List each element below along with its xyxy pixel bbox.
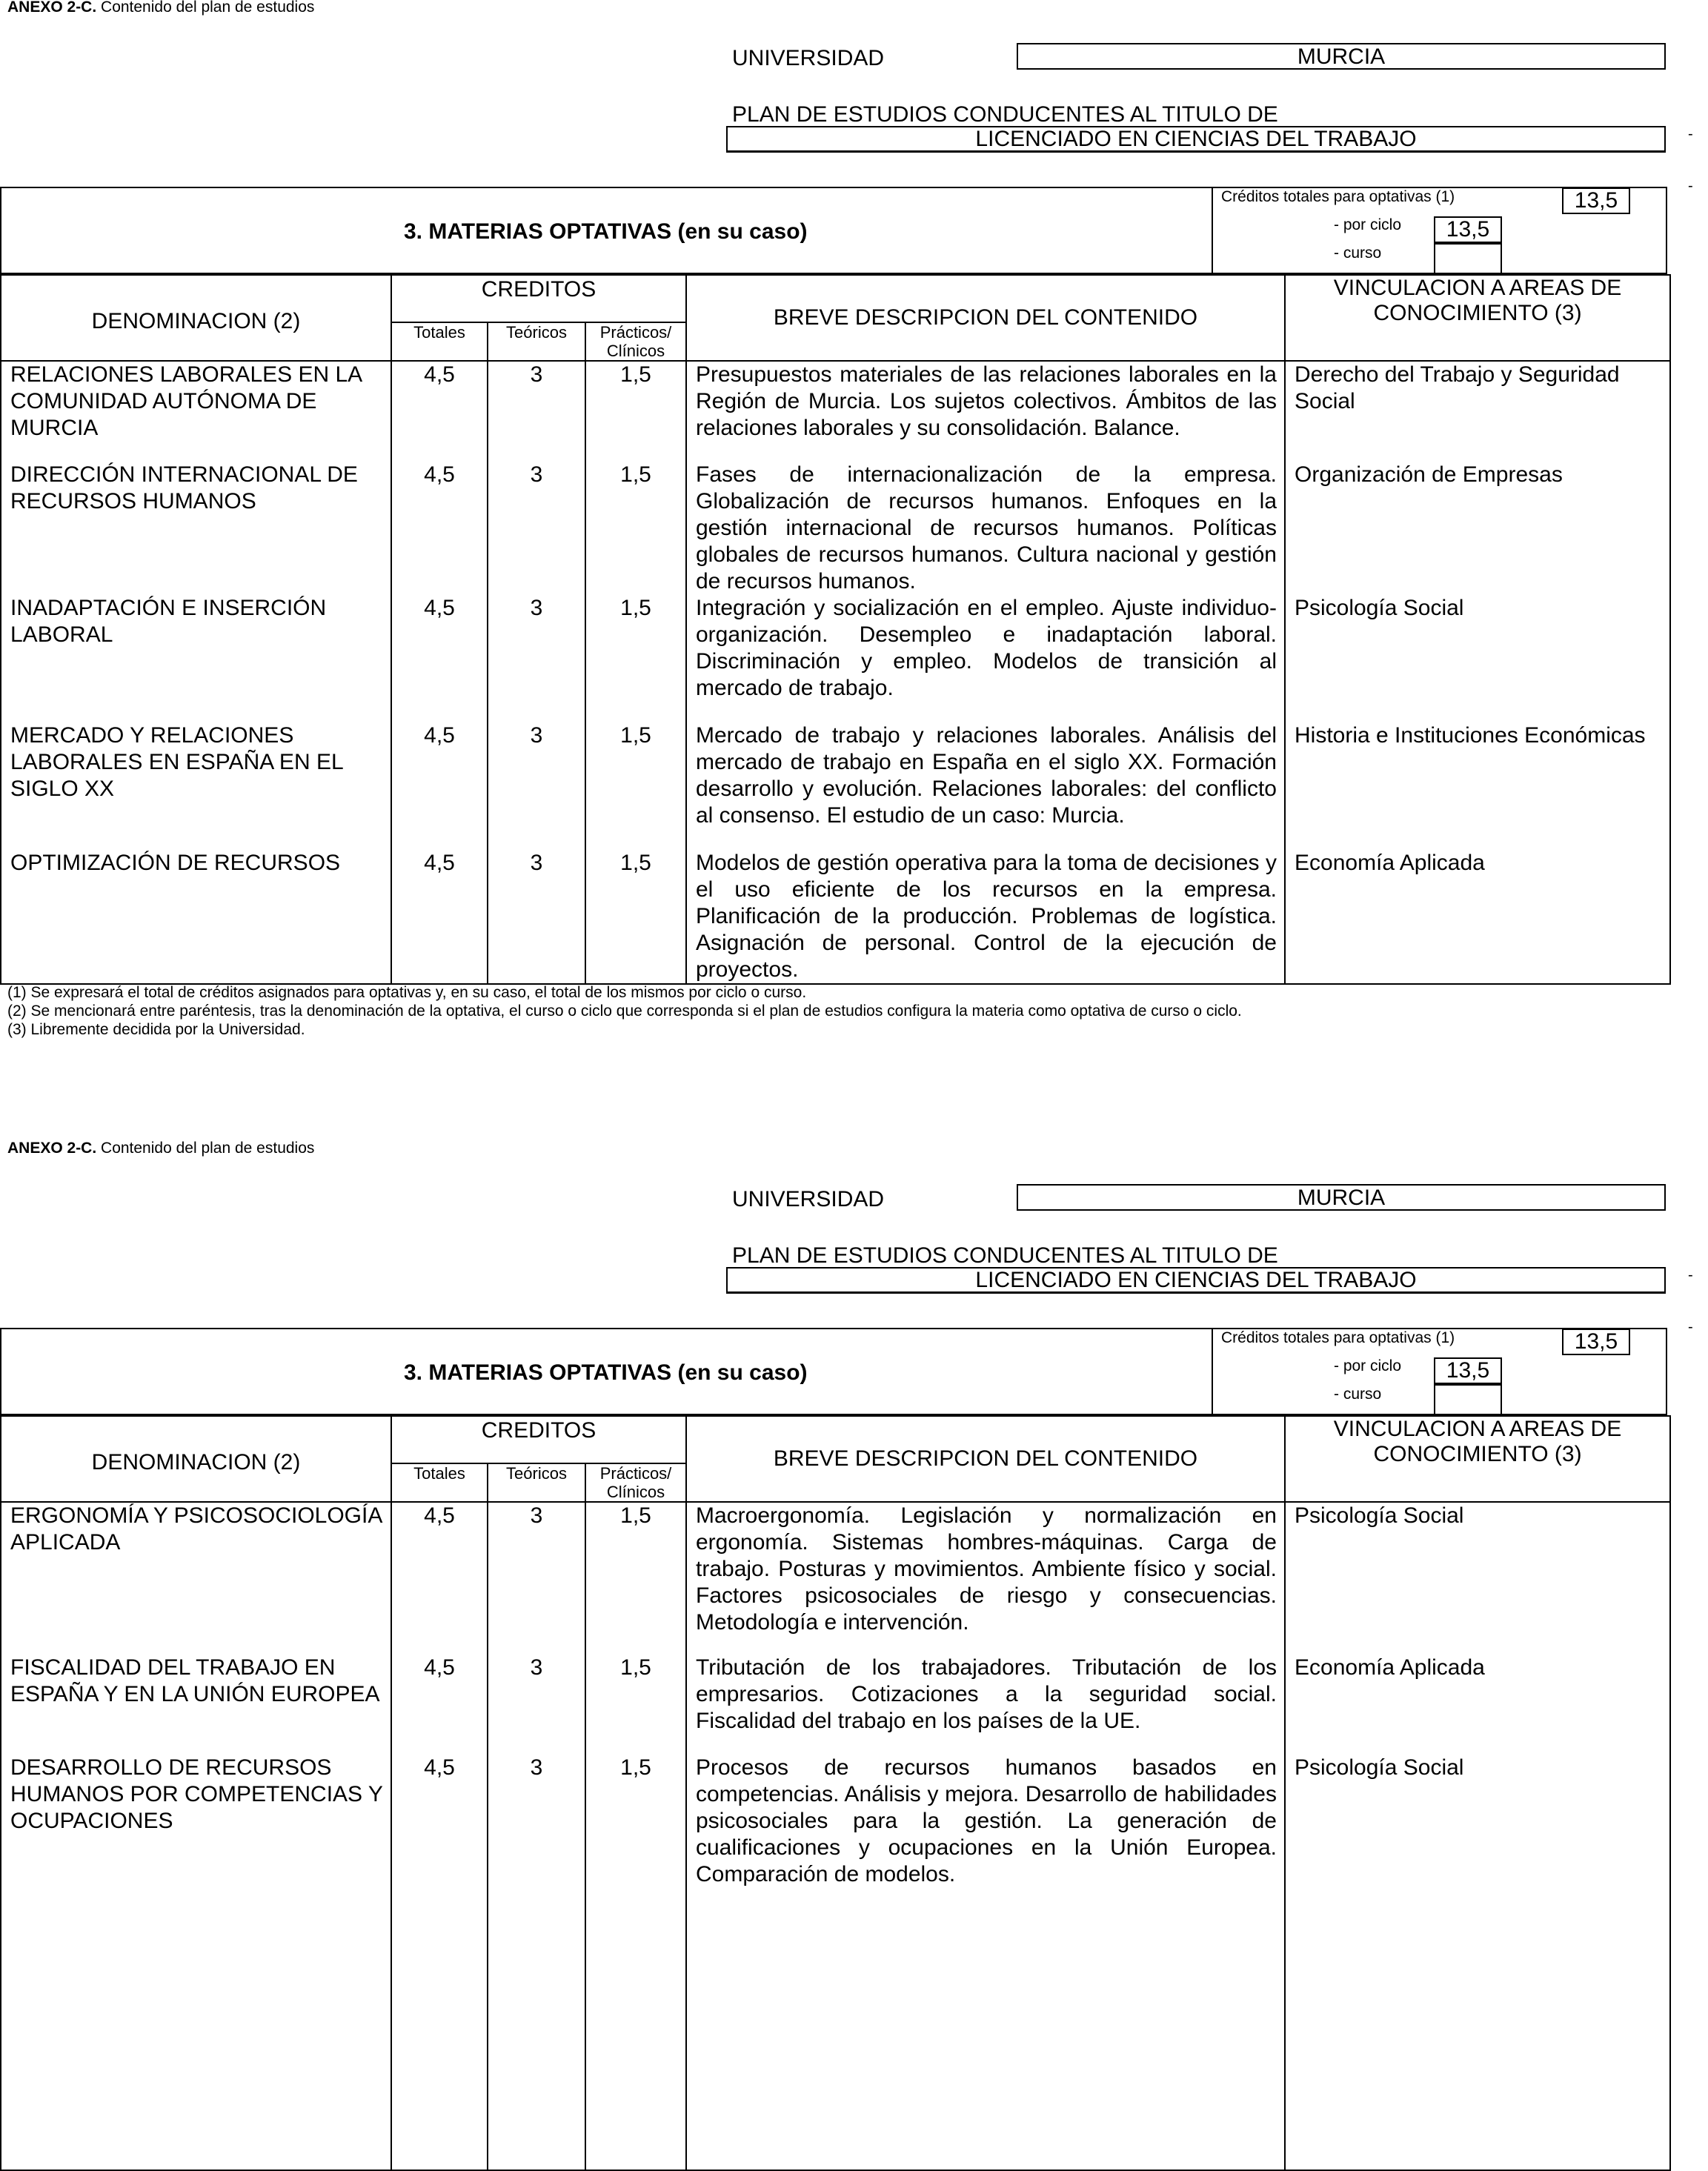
annex-text: Contenido del plan de estudios: [96, 1140, 315, 1157]
per-cycle-value: 13,5: [1434, 1357, 1502, 1384]
subjects-table: [0, 1415, 1671, 2171]
knowledge-area: Economía Aplicada: [1285, 850, 1670, 984]
knowledge-area: Economía Aplicada: [1285, 1655, 1670, 1755]
header-denominacion: DENOMINACION (2): [1, 275, 391, 361]
per-course-label: - curso: [1334, 1386, 1382, 1403]
credits-practice: 1,5: [585, 361, 686, 462]
credits-theory: 3: [488, 722, 585, 850]
university-label: UNIVERSIDAD: [732, 46, 885, 70]
credits-total: 4,5: [391, 850, 488, 984]
plan-label: PLAN DE ESTUDIOS CONDUCENTES AL TITULO DE: [732, 102, 1278, 127]
credits-practice: 1,5: [585, 850, 686, 984]
total-credits-value: 13,5: [1562, 1329, 1630, 1355]
subject-name: ERGONOMÍA Y PSICOSOCIOLOGÍA APLICADA: [1, 1502, 391, 1655]
header-totales: Totales: [391, 1463, 488, 1502]
subject-description: Macroergonomía. Legislación y normalización en ergonomía. Sistemas hombres-máquinas. Carga de trabajo. Posturas y movimientos. Ambiente físico y social. Factores psicosociales de riesgo y consecuencias. Metodología e intervención.: [686, 1502, 1285, 1655]
subject-description: Mercado de trabajo y relaciones laborales. Análisis del mercado de trabajo en España en el siglo XX. Formación desarrollo y evolución. Relaciones laborales: del conflicto al consenso. El estudio de un caso: Murcia.: [686, 722, 1285, 850]
credits-total: 4,5: [391, 722, 488, 850]
subject-name: MERCADO Y RELACIONES LABORALES EN ESPAÑA EN EL SIGLO XX: [1, 722, 391, 850]
margin-mark: -: [1688, 1319, 1693, 1335]
per-cycle-label: - por ciclo: [1334, 1357, 1402, 1374]
subject-name: OPTIMIZACIÓN DE RECURSOS: [1, 850, 391, 984]
plan-value: LICENCIADO EN CIENCIAS DEL TRABAJO: [726, 1267, 1666, 1294]
subject-description: Fases de internacionalización de la empresa. Globalización de recursos humanos. Enfoques en la gestión internacional de recursos humanos. Políticas globales de recursos humanos. Cultura nacional y gestión de recursos humanos.: [686, 462, 1285, 595]
knowledge-area: Psicología Social: [1285, 1755, 1670, 2170]
table-row: [1, 1755, 1670, 2170]
subject-name: FISCALIDAD DEL TRABAJO EN ESPAÑA Y EN LA UNIÓN EUROPEA: [1, 1655, 391, 1755]
per-course-label: - curso: [1334, 245, 1382, 262]
footnote: (2) Se mencionará entre paréntesis, tras la denominación de la optativa, el curso o ciclo que corresponda si el plan de estudios configura la materia como optativa de curso o ciclo.: [7, 1003, 1242, 1020]
plan-label: PLAN DE ESTUDIOS CONDUCENTES AL TITULO DE: [732, 1243, 1278, 1268]
credits-total: 4,5: [391, 595, 488, 722]
credits-practice: 1,5: [585, 722, 686, 850]
credits-total: 4,5: [391, 361, 488, 462]
table-row: [1, 850, 1670, 984]
credits-theory: 3: [488, 595, 585, 722]
footnote: (3) Libremente decidida por la Universidad.: [7, 1021, 305, 1038]
header-teoricos: Teóricos: [488, 1463, 585, 1502]
subject-description: Procesos de recursos humanos basados en competencias. Análisis y mejora. Desarrollo de habilidades psicosociales para la gestión. La generación de cualificaciones y ocupaciones en la Unión Europea. Comparación de modelos.: [686, 1755, 1285, 2170]
per-course-value: [1434, 1384, 1502, 1414]
annex-heading: [7, 0, 314, 16]
header-vinculacion: VINCULACION A AREAS DE CONOCIMIENTO (3): [1285, 1416, 1670, 1502]
credits-practice: 1,5: [585, 1655, 686, 1755]
subject-name: DESARROLLO DE RECURSOS HUMANOS POR COMPETENCIAS Y OCUPACIONES: [1, 1755, 391, 2170]
credits-practice: 1,5: [585, 1502, 686, 1655]
table-row: [1, 595, 1670, 722]
total-credits-label: Créditos totales para optativas (1): [1221, 188, 1455, 205]
table-row: [1, 1502, 1670, 1655]
total-credits-value: 13,5: [1562, 187, 1630, 214]
header-teoricos: Teóricos: [488, 322, 585, 361]
per-cycle-label: - por ciclo: [1334, 216, 1402, 233]
annex-text: Contenido del plan de estudios: [96, 0, 315, 16]
plan-value: LICENCIADO EN CIENCIAS DEL TRABAJO: [726, 126, 1666, 153]
header-totales: Totales: [391, 322, 488, 361]
header-practicos: Prácticos/ Clínicos: [585, 322, 686, 361]
header-descripcion: BREVE DESCRIPCION DEL CONTENIDO: [686, 1416, 1285, 1502]
margin-mark: -: [1688, 126, 1693, 142]
table-row: [1, 1655, 1670, 1755]
footnote: (1) Se expresará el total de créditos asignados para optativas y, en su caso, el total de los mismos por ciclo o curso.: [7, 984, 807, 1001]
subject-description: Integración y socialización en el empleo. Ajuste individuo-organización. Desempleo e inadaptación laboral. Discriminación y empleo. Modelos de transición al mercado de trabajo.: [686, 595, 1285, 722]
per-course-value: [1434, 243, 1502, 273]
university-value: MURCIA: [1017, 1184, 1666, 1211]
credits-theory: 3: [488, 1502, 585, 1655]
credits-total: 4,5: [391, 1755, 488, 2170]
subject-description: Presupuestos materiales de las relaciones laborales en la Región de Murcia. Los sujetos colectivos. Ámbitos de las relaciones laborales y su consolidación. Balance.: [686, 361, 1285, 462]
credits-total: 4,5: [391, 462, 488, 595]
credits-theory: 3: [488, 1755, 585, 2170]
header-denominacion: DENOMINACION (2): [1, 1416, 391, 1502]
credits-total: 4,5: [391, 1655, 488, 1755]
subjects-table: [0, 274, 1671, 985]
annex-label: ANEXO 2-C.: [7, 0, 97, 16]
table-row: [1, 722, 1670, 850]
credits-practice: 1,5: [585, 1755, 686, 2170]
header-creditos-label: CREDITOS: [481, 277, 597, 302]
total-credits-label: Créditos totales para optativas (1): [1221, 1329, 1455, 1346]
header-creditos: [391, 1416, 686, 1463]
university-label: UNIVERSIDAD: [732, 1187, 885, 1211]
knowledge-area: Psicología Social: [1285, 595, 1670, 722]
subject-description: Modelos de gestión operativa para la toma de decisiones y el uso eficiente de los recursos en la empresa. Planificación de la producción. Problemas de logística. Asignación de personal. Control de la ejecución de proyectos.: [686, 850, 1285, 984]
credits-theory: 3: [488, 462, 585, 595]
credits-theory: 3: [488, 361, 585, 462]
margin-mark: -: [1688, 1267, 1693, 1283]
margin-mark: -: [1688, 178, 1693, 194]
annex-label: ANEXO 2-C.: [7, 1140, 97, 1157]
credits-theory: 3: [488, 1655, 585, 1755]
header-creditos: [391, 275, 686, 322]
credits-total: 4,5: [391, 1502, 488, 1655]
header-practicos: Prácticos/ Clínicos: [585, 1463, 686, 1502]
section-title: 3. MATERIAS OPTATIVAS (en su caso): [404, 1360, 808, 1385]
subject-name: INADAPTACIÓN E INSERCIÓN LABORAL: [1, 595, 391, 722]
table-row: [1, 361, 1670, 462]
subject-name: RELACIONES LABORALES EN LA COMUNIDAD AUTÓNOMA DE MURCIA: [1, 361, 391, 462]
header-vinculacion: VINCULACION A AREAS DE CONOCIMIENTO (3): [1285, 275, 1670, 361]
header-descripcion: BREVE DESCRIPCION DEL CONTENIDO: [686, 275, 1285, 361]
university-value: MURCIA: [1017, 43, 1666, 70]
header-creditos-label: CREDITOS: [481, 1418, 597, 1443]
knowledge-area: Organización de Empresas: [1285, 462, 1670, 595]
table-row: [1, 462, 1670, 595]
annex-heading: [7, 1140, 314, 1157]
credits-practice: 1,5: [585, 462, 686, 595]
knowledge-area: Historia e Instituciones Económicas: [1285, 722, 1670, 850]
knowledge-area: Derecho del Trabajo y Seguridad Social: [1285, 361, 1670, 462]
subject-name: DIRECCIÓN INTERNACIONAL DE RECURSOS HUMANOS: [1, 462, 391, 595]
section-title: 3. MATERIAS OPTATIVAS (en su caso): [404, 219, 808, 244]
credits-theory: 3: [488, 850, 585, 984]
credits-practice: 1,5: [585, 595, 686, 722]
per-cycle-value: 13,5: [1434, 216, 1502, 243]
knowledge-area: Psicología Social: [1285, 1502, 1670, 1655]
subject-description: Tributación de los trabajadores. Tributación de los empresarios. Cotizaciones a la seguridad social. Fiscalidad del trabajo en los países de la UE.: [686, 1655, 1285, 1755]
